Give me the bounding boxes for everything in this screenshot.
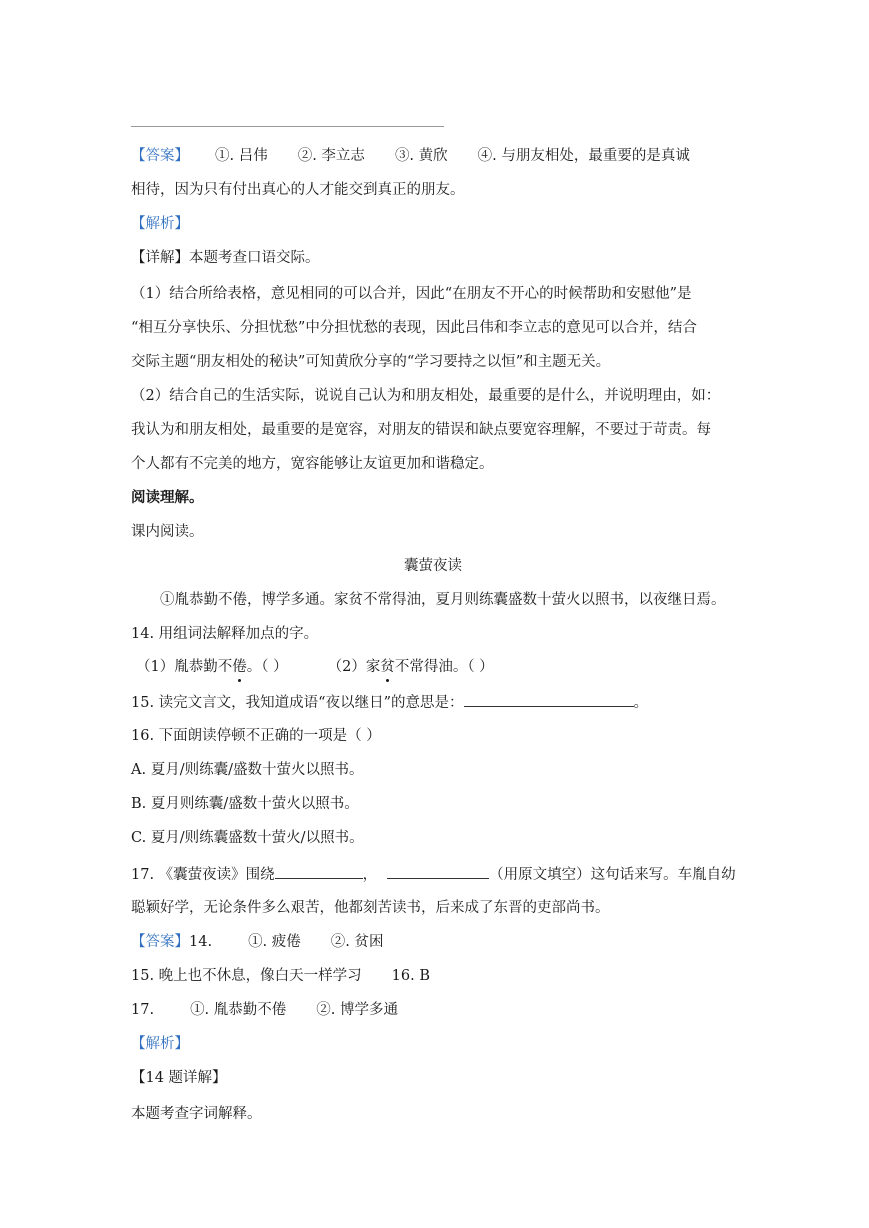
answer-blank[interactable] <box>387 864 489 879</box>
question-17 <box>131 864 736 885</box>
q17-text: （用原文填空）这句话来写。车胤自幼 <box>489 867 736 883</box>
question-15 <box>131 692 648 713</box>
detail-head: 本题考查口语交际。 <box>189 250 320 266</box>
answer-line-15-16 <box>131 966 430 986</box>
answer-blank[interactable] <box>464 692 634 707</box>
answer-number: 17. <box>131 1002 155 1018</box>
answer-item: ①. 胤恭勤不倦 <box>190 1002 287 1018</box>
para2-line: （2）结合自己的生活实际，说说自己认为和朋友相处，最重要的是什么，并说明理由，如： <box>131 388 721 404</box>
answer-item: ②. 博学多通 <box>316 1002 398 1018</box>
answer-item: ①. 吕伟 <box>215 148 268 164</box>
para1-line: （1）结合所给表格，意见相同的可以合并，因此“在朋友不开心的时候帮助和安慰他”是 <box>131 286 692 302</box>
answer-item: ③. 黄欣 <box>394 148 448 164</box>
answer-tag: 【答案】 <box>131 934 189 950</box>
q14a-text: （1）胤恭勤不 <box>136 659 233 675</box>
answer-line-14 <box>131 932 384 952</box>
para2-line: 我认为和朋友相处，最重要的是宽容，对朋友的错误和缺点要宽容理解，不要过于苛责。每 <box>131 422 711 438</box>
option-c: C. 夏月/则练囊盛数十萤火/以照书。 <box>131 830 364 846</box>
para2-line: 个人都有不完美的地方，宽容能够让友谊更加和谐稳定。 <box>131 456 494 472</box>
analysis-tag: 【解析】 <box>131 216 189 232</box>
answer-item: ④. 与朋友相处，最重要的是真诚 <box>477 148 690 164</box>
q14b-text: （2）家 <box>327 659 381 675</box>
answer-line-17 <box>131 1000 398 1020</box>
question-17-continuation: 聪颖好学，无论条件多么艰苦，他都刻苦读书，后来成了东晋的吏部尚书。 <box>131 900 610 916</box>
detail-label: 【详解】 <box>131 250 189 266</box>
answer-number: 14. <box>189 934 213 950</box>
passage-text: ①胤恭勤不倦，博学多通。家贫不常得油，夏月则练囊盛数十萤火以照书，以夜继日焉。 <box>160 592 726 608</box>
answer-line-1 <box>131 146 690 166</box>
q14a-text: 。（ ） <box>246 659 288 675</box>
dotted-char: 贫 <box>380 659 395 675</box>
q17-text: 17. 《囊萤夜读》围绕 <box>131 867 275 883</box>
para1-line: 交际主题“朋友相处的秘诀”可知黄欣分享的“学习要持之以恒”和主题无关。 <box>131 354 611 370</box>
section-heading: 阅读理解。 <box>131 489 204 506</box>
separator-line <box>131 126 444 127</box>
q15-text: 15. 读完文言文，我知道成语“夜以继日”的意思是： <box>131 695 464 711</box>
q17-text: ， <box>362 867 378 883</box>
section-subheading: 课内阅读。 <box>131 524 204 540</box>
dotted-char: 倦 <box>232 659 247 675</box>
option-a: A. 夏月/则练囊/盛数十萤火以照书。 <box>131 762 364 778</box>
question-14: 14. 用组词法解释加点的字。 <box>131 626 319 642</box>
answer-blank[interactable] <box>275 864 363 879</box>
question-14-parts <box>136 657 494 677</box>
q14b-text: 不常得油。（ ） <box>394 659 494 675</box>
passage-title: 囊萤夜读 <box>404 558 462 574</box>
option-b: B. 夏月则练囊/盛数十萤火以照书。 <box>131 796 359 812</box>
answer-item: 16. B <box>391 968 430 984</box>
answer-continuation: 相待，因为只有付出真心的人才能交到真正的朋友。 <box>131 182 465 198</box>
answer-item: 15. 晚上也不休息，像白天一样学习 <box>131 968 362 984</box>
answer-item: ②. 贫困 <box>330 934 384 950</box>
detail-14-label: 【14 题详解】 <box>131 1070 227 1086</box>
detail-14-text: 本题考查字词解释。 <box>131 1106 262 1122</box>
question-16: 16. 下面朗读停顿不正确的一项是（ ） <box>131 728 381 744</box>
answer-item: ①. 疲倦 <box>248 934 301 950</box>
q15-text: 。 <box>633 695 648 711</box>
answer-tag: 【答案】 <box>131 148 189 164</box>
para1-line: “相互分享快乐、分担忧愁”中分担忧愁的表现，因此吕伟和李立志的意见可以合并，结合 <box>131 320 697 336</box>
detail-line <box>131 248 320 268</box>
analysis-tag: 【解析】 <box>131 1036 189 1052</box>
answer-item: ②. 李立志 <box>297 148 365 164</box>
